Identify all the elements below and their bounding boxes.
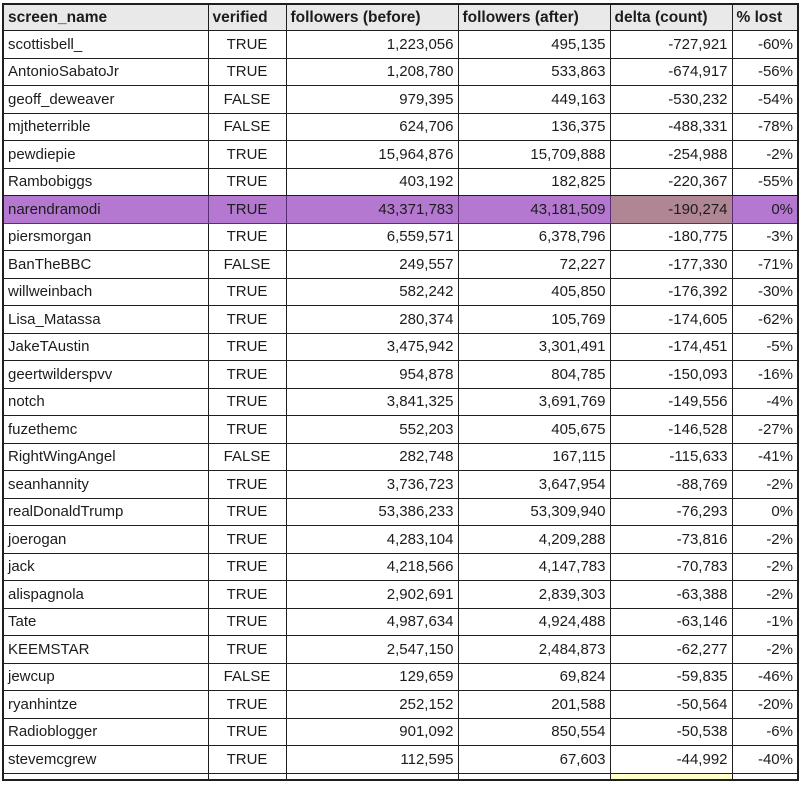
header-cell-verified[interactable]: verified xyxy=(208,4,286,31)
table-row xyxy=(3,746,798,774)
table-row xyxy=(3,141,798,169)
cell-delta[interactable]: -727,921 xyxy=(610,31,732,59)
table-row xyxy=(3,608,798,636)
cell-followers-before[interactable]: 282,748 xyxy=(286,443,458,471)
cell-screen-name[interactable]: narendramodi xyxy=(3,196,208,224)
cell-stub xyxy=(3,773,208,780)
cell-stub xyxy=(286,773,458,780)
cell-followers-before[interactable]: 552,203 xyxy=(286,416,458,444)
cell-pct-lost[interactable]: 0% xyxy=(732,498,798,526)
cell-followers-after[interactable]: 405,675 xyxy=(458,416,610,444)
cell-pct-lost[interactable]: -56% xyxy=(732,58,798,86)
cell-delta[interactable]: -63,146 xyxy=(610,608,732,636)
cell-pct-lost[interactable]: -2% xyxy=(732,141,798,169)
cell-verified[interactable]: TRUE xyxy=(208,196,286,224)
cell-screen-name[interactable]: Tate xyxy=(3,608,208,636)
header-cell-followers-after[interactable]: followers (after) xyxy=(458,4,610,31)
table-row xyxy=(3,113,798,141)
cell-followers-after[interactable]: 182,825 xyxy=(458,168,610,196)
cell-delta[interactable]: -88,769 xyxy=(610,471,732,499)
table-row xyxy=(3,388,798,416)
header-row xyxy=(3,4,798,31)
cell-followers-after[interactable]: 3,691,769 xyxy=(458,388,610,416)
table-row xyxy=(3,333,798,361)
cell-pct-lost[interactable]: -54% xyxy=(732,86,798,114)
table-row xyxy=(3,691,798,719)
cell-delta[interactable]: -177,330 xyxy=(610,251,732,279)
cell-followers-after[interactable]: 105,769 xyxy=(458,306,610,334)
cell-verified[interactable]: FALSE xyxy=(208,663,286,691)
table-row xyxy=(3,306,798,334)
cell-pct-lost[interactable]: -55% xyxy=(732,168,798,196)
table-row xyxy=(3,251,798,279)
cell-followers-before[interactable]: 1,223,056 xyxy=(286,31,458,59)
cell-delta[interactable]: -73,816 xyxy=(610,526,732,554)
cell-followers-after[interactable]: 167,115 xyxy=(458,443,610,471)
table-row xyxy=(3,553,798,581)
cell-screen-name[interactable]: joerogan xyxy=(3,526,208,554)
cell-followers-after[interactable]: 3,647,954 xyxy=(458,471,610,499)
cell-verified[interactable]: TRUE xyxy=(208,526,286,554)
cell-screen-name[interactable]: notch xyxy=(3,388,208,416)
cell-pct-lost[interactable]: -71% xyxy=(732,251,798,279)
cell-delta[interactable]: -115,633 xyxy=(610,443,732,471)
cell-followers-before[interactable]: 129,659 xyxy=(286,663,458,691)
cell-screen-name[interactable]: Rambobiggs xyxy=(3,168,208,196)
cell-delta[interactable]: -50,564 xyxy=(610,691,732,719)
cell-followers-after[interactable]: 53,309,940 xyxy=(458,498,610,526)
cell-pct-lost[interactable]: -40% xyxy=(732,746,798,774)
cell-followers-before[interactable]: 249,557 xyxy=(286,251,458,279)
cell-stub xyxy=(208,773,286,780)
cell-delta[interactable]: -176,392 xyxy=(610,278,732,306)
cell-screen-name[interactable]: seanhannity xyxy=(3,471,208,499)
table-row xyxy=(3,278,798,306)
cell-followers-after[interactable]: 72,227 xyxy=(458,251,610,279)
cell-pct-lost[interactable]: -30% xyxy=(732,278,798,306)
cell-followers-before[interactable]: 901,092 xyxy=(286,718,458,746)
cell-verified[interactable]: FALSE xyxy=(208,443,286,471)
cell-pct-lost[interactable]: -2% xyxy=(732,553,798,581)
cell-followers-before[interactable]: 582,242 xyxy=(286,278,458,306)
cell-followers-after[interactable]: 4,147,783 xyxy=(458,553,610,581)
cell-screen-name[interactable]: piersmorgan xyxy=(3,223,208,251)
cell-followers-after[interactable]: 67,603 xyxy=(458,746,610,774)
cell-followers-before[interactable]: 624,706 xyxy=(286,113,458,141)
cell-followers-before[interactable]: 280,374 xyxy=(286,306,458,334)
cell-followers-after[interactable]: 6,378,796 xyxy=(458,223,610,251)
cell-pct-lost[interactable]: -62% xyxy=(732,306,798,334)
cell-followers-before[interactable]: 3,736,723 xyxy=(286,471,458,499)
cell-followers-before[interactable]: 1,208,780 xyxy=(286,58,458,86)
cell-screen-name[interactable]: jack xyxy=(3,553,208,581)
cell-delta[interactable]: -63,388 xyxy=(610,581,732,609)
cell-stub xyxy=(610,773,732,780)
cell-pct-lost[interactable]: -16% xyxy=(732,361,798,389)
cell-followers-before[interactable]: 403,192 xyxy=(286,168,458,196)
cell-followers-before[interactable]: 4,283,104 xyxy=(286,526,458,554)
cell-screen-name[interactable]: ryanhintze xyxy=(3,691,208,719)
cell-followers-after[interactable]: 136,375 xyxy=(458,113,610,141)
cell-pct-lost[interactable]: -4% xyxy=(732,388,798,416)
cell-screen-name[interactable]: KEEMSTAR xyxy=(3,636,208,664)
cell-screen-name[interactable]: realDonaldTrump xyxy=(3,498,208,526)
cell-delta[interactable]: -180,775 xyxy=(610,223,732,251)
cell-pct-lost[interactable]: -2% xyxy=(732,636,798,664)
cell-pct-lost[interactable]: -60% xyxy=(732,31,798,59)
cell-verified[interactable]: TRUE xyxy=(208,333,286,361)
cell-pct-lost[interactable]: -6% xyxy=(732,718,798,746)
cell-delta[interactable]: -70,783 xyxy=(610,553,732,581)
cell-verified[interactable]: TRUE xyxy=(208,306,286,334)
cell-followers-after[interactable]: 533,863 xyxy=(458,58,610,86)
cell-delta[interactable]: -174,451 xyxy=(610,333,732,361)
table-row-highlighted xyxy=(3,196,798,224)
table-row xyxy=(3,581,798,609)
cell-pct-lost[interactable]: -2% xyxy=(732,471,798,499)
cell-followers-before[interactable]: 15,964,876 xyxy=(286,141,458,169)
cell-followers-before[interactable]: 112,595 xyxy=(286,746,458,774)
table-row xyxy=(3,471,798,499)
cell-delta[interactable]: -190,274 xyxy=(610,196,732,224)
cell-pct-lost[interactable]: -20% xyxy=(732,691,798,719)
cell-delta[interactable]: -530,232 xyxy=(610,86,732,114)
table-row xyxy=(3,416,798,444)
cell-screen-name[interactable]: BanTheBBC xyxy=(3,251,208,279)
cell-pct-lost[interactable]: -41% xyxy=(732,443,798,471)
cell-verified[interactable]: TRUE xyxy=(208,471,286,499)
cell-followers-after[interactable]: 4,924,488 xyxy=(458,608,610,636)
cell-verified[interactable]: TRUE xyxy=(208,278,286,306)
cell-screen-name[interactable]: mjtheterrible xyxy=(3,113,208,141)
cell-followers-before[interactable]: 53,386,233 xyxy=(286,498,458,526)
cell-followers-before[interactable]: 2,902,691 xyxy=(286,581,458,609)
table-row xyxy=(3,718,798,746)
cell-delta[interactable]: -488,331 xyxy=(610,113,732,141)
cell-verified[interactable]: TRUE xyxy=(208,553,286,581)
cell-followers-after[interactable]: 804,785 xyxy=(458,361,610,389)
cell-screen-name[interactable]: scottisbell_ xyxy=(3,31,208,59)
cell-verified[interactable]: FALSE xyxy=(208,86,286,114)
cell-followers-before[interactable]: 252,152 xyxy=(286,691,458,719)
cell-followers-after[interactable]: 2,839,303 xyxy=(458,581,610,609)
table-row xyxy=(3,58,798,86)
cell-verified[interactable]: TRUE xyxy=(208,141,286,169)
table-header xyxy=(3,4,798,31)
cell-pct-lost[interactable]: -1% xyxy=(732,608,798,636)
cell-delta[interactable]: -149,556 xyxy=(610,388,732,416)
cell-screen-name[interactable]: RightWingAngel xyxy=(3,443,208,471)
cell-verified[interactable]: TRUE xyxy=(208,746,286,774)
table-row xyxy=(3,663,798,691)
table-row xyxy=(3,443,798,471)
cell-screen-name[interactable]: willweinbach xyxy=(3,278,208,306)
cell-delta[interactable]: -220,367 xyxy=(610,168,732,196)
cell-delta[interactable]: -62,277 xyxy=(610,636,732,664)
cell-followers-after[interactable]: 69,824 xyxy=(458,663,610,691)
cell-screen-name[interactable]: AntonioSabatoJr xyxy=(3,58,208,86)
cell-pct-lost[interactable]: -27% xyxy=(732,416,798,444)
cell-verified[interactable]: TRUE xyxy=(208,718,286,746)
cell-pct-lost[interactable]: 0% xyxy=(732,196,798,224)
table-row xyxy=(3,498,798,526)
followers-table xyxy=(2,3,799,781)
table-row xyxy=(3,361,798,389)
cell-screen-name[interactable]: pewdiepie xyxy=(3,141,208,169)
cell-pct-lost[interactable]: -2% xyxy=(732,526,798,554)
cell-verified[interactable]: TRUE xyxy=(208,223,286,251)
cell-delta[interactable]: -674,917 xyxy=(610,58,732,86)
cell-verified[interactable]: FALSE xyxy=(208,251,286,279)
table-row xyxy=(3,168,798,196)
cell-screen-name[interactable]: fuzethemc xyxy=(3,416,208,444)
cell-stub xyxy=(732,773,798,780)
cell-followers-before[interactable]: 4,987,634 xyxy=(286,608,458,636)
cell-screen-name[interactable]: stevemcgrew xyxy=(3,746,208,774)
cell-pct-lost[interactable]: -46% xyxy=(732,663,798,691)
cell-screen-name[interactable]: Radioblogger xyxy=(3,718,208,746)
table-row xyxy=(3,636,798,664)
cell-verified[interactable]: TRUE xyxy=(208,608,286,636)
cell-pct-lost[interactable]: -78% xyxy=(732,113,798,141)
cell-verified[interactable]: TRUE xyxy=(208,416,286,444)
cell-verified[interactable]: TRUE xyxy=(208,388,286,416)
cell-screen-name[interactable]: geoff_deweaver xyxy=(3,86,208,114)
cell-followers-after[interactable]: 405,850 xyxy=(458,278,610,306)
cell-followers-after[interactable]: 2,484,873 xyxy=(458,636,610,664)
header-cell-pct-lost[interactable]: % lost xyxy=(732,4,798,31)
header-cell-followers-before[interactable]: followers (before) xyxy=(286,4,458,31)
cell-delta[interactable]: -44,992 xyxy=(610,746,732,774)
cell-delta[interactable]: -146,528 xyxy=(610,416,732,444)
cell-pct-lost[interactable]: -5% xyxy=(732,333,798,361)
table-row xyxy=(3,31,798,59)
cell-screen-name[interactable]: Lisa_Matassa xyxy=(3,306,208,334)
table-row xyxy=(3,526,798,554)
cell-screen-name[interactable]: geertwilderspvv xyxy=(3,361,208,389)
cell-followers-after[interactable]: 201,588 xyxy=(458,691,610,719)
cell-screen-name[interactable]: alispagnola xyxy=(3,581,208,609)
cell-screen-name[interactable]: jewcup xyxy=(3,663,208,691)
partial-row-stub xyxy=(3,773,798,780)
cell-followers-before[interactable]: 43,371,783 xyxy=(286,196,458,224)
cell-pct-lost[interactable]: -2% xyxy=(732,581,798,609)
cell-verified[interactable]: TRUE xyxy=(208,636,286,664)
cell-stub xyxy=(458,773,610,780)
cell-pct-lost[interactable]: -3% xyxy=(732,223,798,251)
cell-delta[interactable]: -150,093 xyxy=(610,361,732,389)
header-cell-delta[interactable]: delta (count) xyxy=(610,4,732,31)
cell-followers-after[interactable]: 43,181,509 xyxy=(458,196,610,224)
cell-verified[interactable]: TRUE xyxy=(208,691,286,719)
cell-verified[interactable]: TRUE xyxy=(208,168,286,196)
table-row xyxy=(3,223,798,251)
cell-verified[interactable]: TRUE xyxy=(208,31,286,59)
cell-followers-before[interactable]: 2,547,150 xyxy=(286,636,458,664)
cell-delta[interactable]: -59,835 xyxy=(610,663,732,691)
cell-verified[interactable]: FALSE xyxy=(208,113,286,141)
cell-verified[interactable]: TRUE xyxy=(208,498,286,526)
cell-screen-name[interactable]: JakeTAustin xyxy=(3,333,208,361)
cell-followers-after[interactable]: 495,135 xyxy=(458,31,610,59)
cell-followers-after[interactable]: 3,301,491 xyxy=(458,333,610,361)
cell-followers-after[interactable]: 15,709,888 xyxy=(458,141,610,169)
header-cell-screen-name[interactable]: screen_name xyxy=(3,4,208,31)
cell-followers-before[interactable]: 3,475,942 xyxy=(286,333,458,361)
cell-verified[interactable]: TRUE xyxy=(208,581,286,609)
cell-delta[interactable]: -174,605 xyxy=(610,306,732,334)
cell-followers-before[interactable]: 6,559,571 xyxy=(286,223,458,251)
cell-delta[interactable]: -76,293 xyxy=(610,498,732,526)
table-row xyxy=(3,86,798,114)
cell-followers-after[interactable]: 449,163 xyxy=(458,86,610,114)
cell-followers-after[interactable]: 4,209,288 xyxy=(458,526,610,554)
cell-followers-before[interactable]: 979,395 xyxy=(286,86,458,114)
cell-followers-after[interactable]: 850,554 xyxy=(458,718,610,746)
table-body xyxy=(3,31,798,780)
cell-verified[interactable]: TRUE xyxy=(208,58,286,86)
cell-delta[interactable]: -50,538 xyxy=(610,718,732,746)
cell-followers-before[interactable]: 954,878 xyxy=(286,361,458,389)
cell-followers-before[interactable]: 4,218,566 xyxy=(286,553,458,581)
cell-delta[interactable]: -254,988 xyxy=(610,141,732,169)
cell-followers-before[interactable]: 3,841,325 xyxy=(286,388,458,416)
cell-verified[interactable]: TRUE xyxy=(208,361,286,389)
